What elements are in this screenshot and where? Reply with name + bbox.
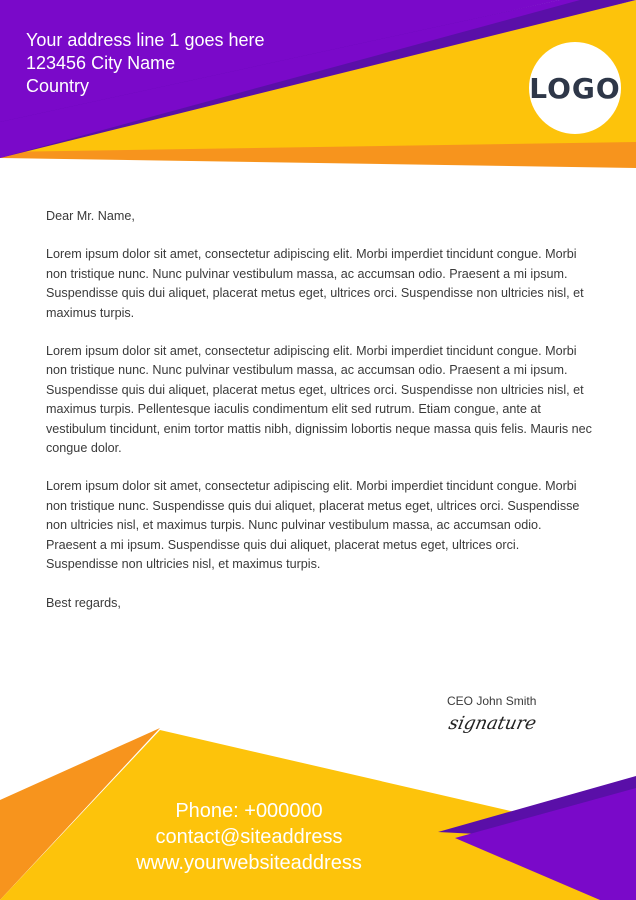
signature: signature <box>446 713 539 734</box>
company-address <box>26 29 265 98</box>
email-address[interactable]: contact@siteaddress <box>155 826 343 848</box>
address-line-2: 123456 City Name <box>26 53 176 73</box>
address-line-3: Country <box>26 76 90 96</box>
signer-name: CEO John Smith <box>447 694 537 708</box>
paragraph-3: Lorem ipsum dolor sit amet, consectetur adipiscing elit. Morbi imperdiet tincidunt congue. Morbi non tristique nunc. Suspendisse quis dui aliquet, placerat metus eget, ultrices orci. Suspendisse non ultricies nisl, et maximus turpis. Nunc pulvinar vestibulum massa, ac accumsan odio. Praesent a mi ipsum. Suspendisse quis dui aliquet, placerat metus eget, ultrices orci. Suspendisse non ultricies nisl, et maximus turpis. <box>46 479 580 572</box>
paragraph-1: Lorem ipsum dolor sit amet, consectetur adipiscing elit. Morbi imperdiet tincidunt congue. Morbi non tristique nunc. Nunc pulvinar vestibulum massa, ac accumsan odio. Praesent a mi ipsum. Suspendisse quis dui aliquet, placerat metus eget, ultrices orci. Suspendisse non ultricies nisl, et maximus turpis. <box>46 247 584 320</box>
logo-text: LOGO <box>529 71 621 105</box>
greeting: Dear Mr. Name, <box>46 209 135 223</box>
website-address[interactable]: www.yourwebsiteaddress <box>136 852 362 874</box>
paragraph-2: Lorem ipsum dolor sit amet, consectetur adipiscing elit. Morbi imperdiet tincidunt congue. Morbi non tristique nunc. Nunc pulvinar vestibulum massa, ac accumsan odio. Praesent a mi ipsum. Suspendisse quis dui aliquet, placerat metus eget, ultrices orci. Suspendisse non ultricies nisl, et maximus turpis. Pellentesque iaculis condimentum elit sed rutrum. Etiam congue, ante at vestibulum tincidunt, enim tortor mattis nibh, dignissim lobortis neque massa quis felis. Mauris nec congue dolor. <box>46 344 592 456</box>
logo-circle <box>529 42 621 134</box>
letter-body <box>46 207 594 613</box>
address-line-1: Your address line 1 goes here <box>26 30 265 50</box>
closing: Best regards, <box>46 595 121 610</box>
phone-number: Phone: +000000 <box>175 800 323 822</box>
contact-footer <box>96 798 402 876</box>
